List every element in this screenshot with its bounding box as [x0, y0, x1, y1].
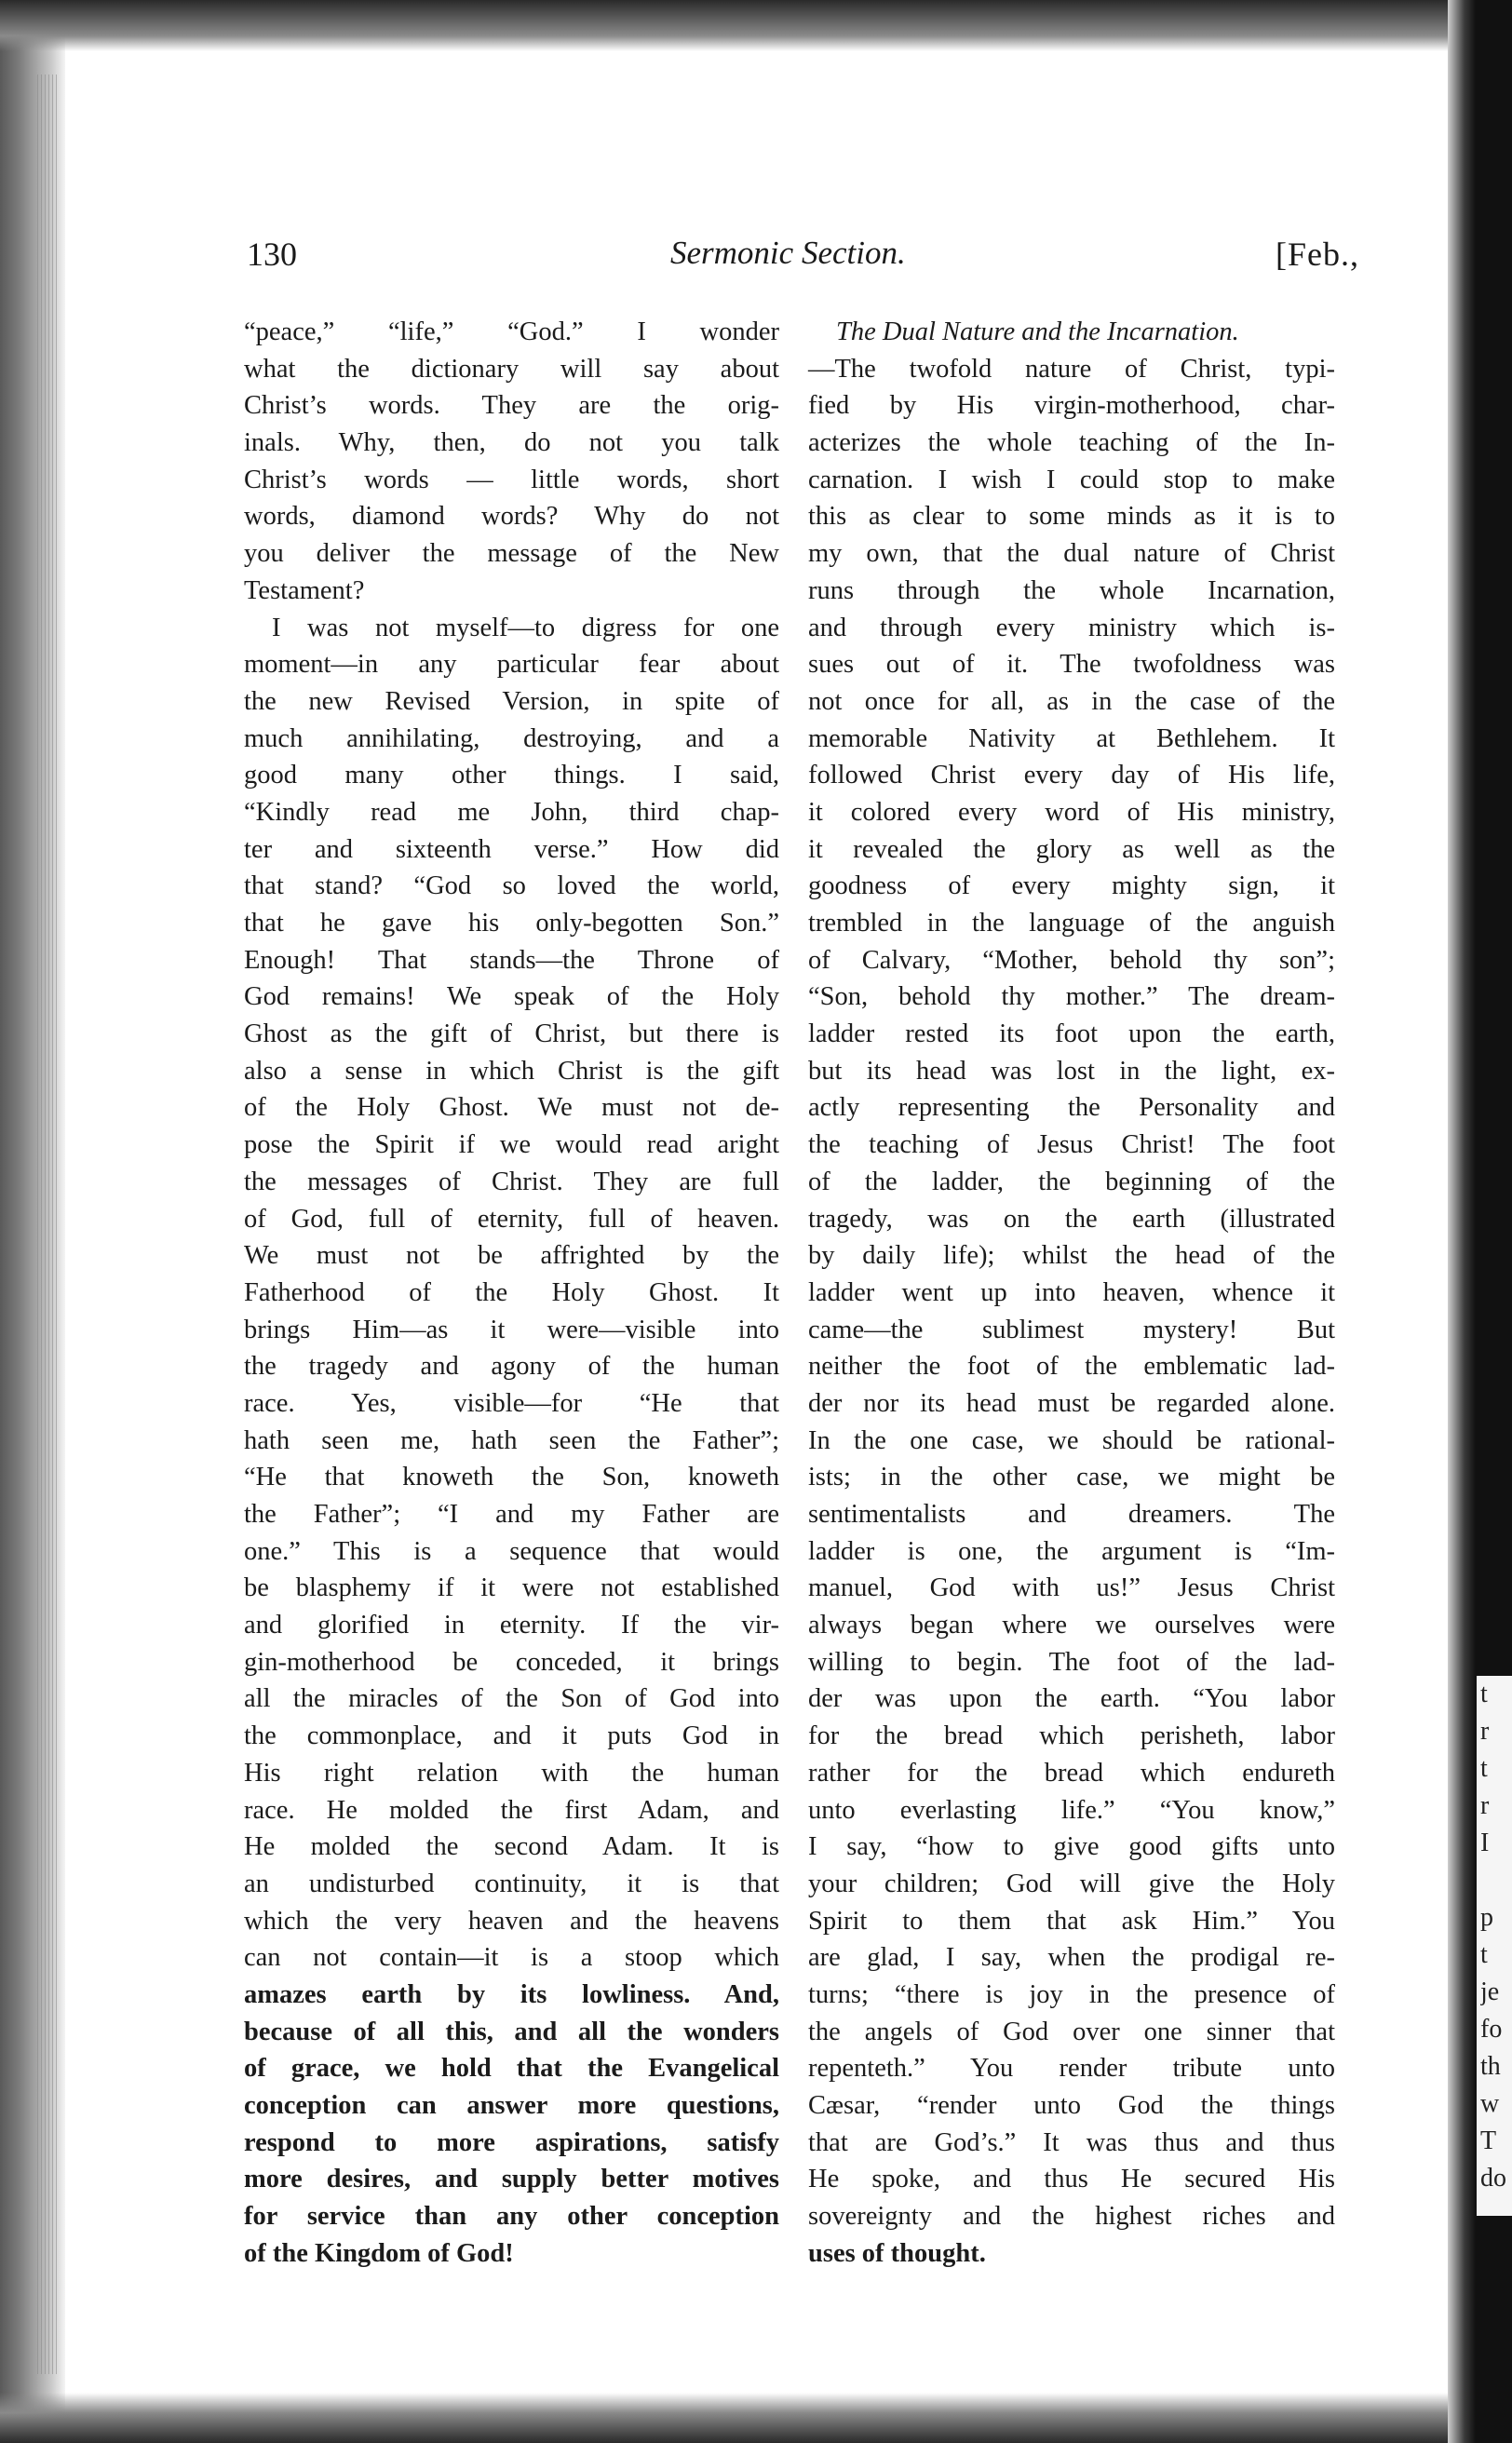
next-page-fragment: fo	[1480, 2015, 1503, 2044]
left-text-line: of the Kingdom of God!	[244, 2238, 514, 2268]
right-text-line: ists; in the other case, we might be	[808, 1463, 1335, 1492]
right-text-line: of Calvary, “Mother, behold thy son”;	[808, 945, 1335, 975]
right-text-line: der nor its head must be regarded alone.	[808, 1388, 1335, 1418]
right-text-line: of the ladder, the beginning of the	[808, 1167, 1335, 1196]
next-page-fragment: t	[1480, 1754, 1488, 1783]
right-text-line: acterizes the whole teaching of the In-	[808, 428, 1335, 458]
right-text-line: ladder rested its foot upon the earth,	[808, 1019, 1335, 1049]
right-text-line: trembled in the language of the anguish	[808, 909, 1335, 938]
left-text-line: “He that knoweth the Son, knoweth	[244, 1463, 779, 1492]
right-text-line: sovereignty and the highest riches and	[808, 2202, 1335, 2232]
right-text-line: but its head was lost in the light, ex-	[808, 1056, 1335, 1086]
left-text-line: He molded the second Adam. It is	[244, 1832, 779, 1862]
left-text-line: race. Yes, visible—for “He that	[244, 1388, 779, 1418]
right-text-line: turns; “there is joy in the presence of	[808, 1979, 1335, 2009]
right-text-line: it revealed the glory as well as the	[808, 834, 1335, 864]
left-text-line: conception can answer more questions,	[244, 2091, 779, 2120]
next-page-fragment: do	[1480, 2164, 1506, 2193]
right-text-line: that are God’s.” It was thus and thus	[808, 2127, 1335, 2157]
right-text-line: carnation. I wish I could stop to make	[808, 465, 1335, 494]
right-text-line: I say, “how to give good gifts unto	[808, 1832, 1335, 1862]
right-text-line: followed Christ every day of His life,	[808, 761, 1335, 790]
left-text-line: that he gave his only-begotten Son.”	[244, 909, 779, 938]
next-page-fragment: T	[1480, 2126, 1497, 2155]
right-text-line: Spirit to them that ask Him.” You	[808, 1906, 1335, 1936]
right-column	[808, 314, 1335, 2272]
next-page-fragment: t	[1480, 1680, 1488, 1708]
next-page-fragment	[1480, 1862, 1512, 1899]
left-text-line: you deliver the message of the New	[244, 539, 779, 569]
left-text-line: of God, full of eternity, full of heaven.	[244, 1204, 779, 1234]
right-text-line: the angels of God over one sinner that	[808, 2017, 1335, 2046]
left-text-line: that stand? “God so loved the world,	[244, 871, 779, 901]
left-text-line: the messages of Christ. They are full	[244, 1167, 779, 1196]
left-text-line: His right relation with the human	[244, 1758, 779, 1788]
month-label: [Feb.,	[1276, 236, 1359, 273]
right-text-line: —The twofold nature of Christ, typi-	[808, 354, 1335, 384]
right-text-line: “Son, behold thy mother.” The dream-	[808, 982, 1335, 1012]
left-text-line: gin-motherhood be conceded, it brings	[244, 1647, 779, 1677]
left-text-line: which the very heaven and the heavens	[244, 1906, 779, 1936]
left-text-line: because of all this, and all the wonders	[244, 2017, 779, 2046]
bottom-scan-shadow	[0, 2393, 1512, 2443]
left-text-line: moment—in any particular fear about	[244, 650, 779, 680]
next-page-fragment: I	[1480, 1829, 1490, 1857]
article-heading: The Dual Nature and the Incarnation.	[836, 317, 1239, 346]
right-text-line: rather for the bread which endureth	[808, 1758, 1335, 1788]
next-page-fragment: w	[1480, 2089, 1500, 2118]
left-text-line: race. He molded the first Adam, and	[244, 1795, 779, 1825]
right-text-line: tragedy, was on the earth (illustrated	[808, 1204, 1335, 1234]
right-text-line: the teaching of Jesus Christ! The foot	[808, 1130, 1335, 1160]
section-title: Sermonic Section.	[670, 235, 906, 271]
right-text-line: Cæsar, “render unto God the things	[808, 2091, 1335, 2120]
right-text-line: came—the sublimest mystery! But	[808, 1315, 1335, 1344]
right-text-line: runs through the whole Incarnation,	[808, 575, 1335, 605]
left-text-line: much annihilating, destroying, and a	[244, 723, 779, 753]
left-text-line: brings Him—as it were—visible into	[244, 1315, 779, 1344]
right-text-line: actly representing the Personality and	[808, 1093, 1335, 1123]
left-text-line: “Kindly read me John, third chap-	[244, 797, 779, 827]
left-text-line: I was not myself—to digress for one	[272, 613, 779, 642]
left-text-line: all the miracles of the Son of God into	[244, 1684, 779, 1714]
left-text-line: Testament?	[244, 575, 365, 605]
running-header	[247, 235, 1359, 290]
next-page-fragment: r	[1480, 1717, 1490, 1746]
left-text-line: more desires, and supply better motives	[244, 2165, 779, 2194]
left-text-line: good many other things. I said,	[244, 761, 779, 790]
right-text-line: by daily life); whilst the head of the	[808, 1241, 1335, 1271]
left-text-line: the Father”; “I and my Father are	[244, 1500, 779, 1529]
left-text-line: Enough! That stands—the Throne of	[244, 945, 779, 975]
left-text-line: “peace,” “life,” “God.” I wonder	[244, 317, 779, 346]
left-text-line: Ghost as the gift of Christ, but there is	[244, 1019, 779, 1049]
left-text-line: of the Holy Ghost. We must not de-	[244, 1093, 779, 1123]
right-text-line: this as clear to some minds as it is to	[808, 502, 1335, 532]
left-text-line: pose the Spirit if we would read aright	[244, 1130, 779, 1160]
left-text-line: words, diamond words? Why do not	[244, 502, 779, 532]
left-text-line: of grace, we hold that the Evangelical	[244, 2054, 779, 2084]
right-text-line: are glad, I say, when the prodigal re-	[808, 1943, 1335, 1973]
right-text-line: fied by His virgin-motherhood, char-	[808, 391, 1335, 421]
left-text-line: Christ’s words. They are the orig-	[244, 391, 779, 421]
right-text-line: repenteth.” You render tribute unto	[808, 2054, 1335, 2084]
left-text-line: what the dictionary will say about	[244, 354, 779, 384]
right-text-line: and through every ministry which is-	[808, 613, 1335, 642]
right-text-line: neither the foot of the emblematic lad-	[808, 1352, 1335, 1382]
left-text-line: hath seen me, hath seen the Father”;	[244, 1425, 779, 1455]
left-text-line: inals. Why, then, do not you talk	[244, 428, 779, 458]
left-text-line: ter and sixteenth verse.” How did	[244, 834, 779, 864]
next-page-fragment: th	[1480, 2052, 1501, 2081]
right-text-line: it colored every word of His ministry,	[808, 797, 1335, 827]
page-edge-lines	[37, 74, 58, 2374]
left-text-line: respond to more aspirations, satisfy	[244, 2127, 779, 2157]
left-text-line: We must not be affrighted by the	[244, 1241, 779, 1271]
left-text-line: one.” This is a sequence that would	[244, 1536, 779, 1566]
next-page-fragment: t	[1480, 1940, 1488, 1969]
right-text-line: willing to begin. The foot of the lad-	[808, 1647, 1335, 1677]
left-text-line: for service than any other conception	[244, 2202, 779, 2232]
right-text-line: memorable Nativity at Bethlehem. It	[808, 723, 1335, 753]
right-text-line: manuel, God with us!” Jesus Christ	[808, 1573, 1335, 1603]
right-text-line: sentimentalists and dreamers. The	[808, 1500, 1335, 1529]
left-text-line: also a sense in which Christ is the gift	[244, 1056, 779, 1086]
right-text-line: sues out of it. The twofoldness was	[808, 650, 1335, 680]
left-text-line: amazes earth by its lowliness. And,	[244, 1979, 779, 2009]
right-text-line: He spoke, and thus He secured His	[808, 2165, 1335, 2194]
right-text-line: for the bread which perisheth, labor	[808, 1721, 1335, 1751]
right-text-line: ladder is one, the argument is “Im-	[808, 1536, 1335, 1566]
next-page-fragments	[1480, 1676, 1512, 2197]
right-text-line: my own, that the dual nature of Christ	[808, 539, 1335, 569]
right-text-line: goodness of every mighty sign, it	[808, 871, 1335, 901]
left-text-line: Fatherhood of the Holy Ghost. It	[244, 1277, 779, 1307]
right-text-line: der was upon the earth. “You labor	[808, 1684, 1335, 1714]
page-number: 130	[247, 236, 297, 273]
right-text-line: not once for all, as in the case of the	[808, 686, 1335, 716]
left-text-line: the new Revised Version, in spite of	[244, 686, 779, 716]
left-text-line: and glorified in eternity. If the vir-	[244, 1611, 779, 1640]
left-text-line: God remains! We speak of the Holy	[244, 982, 779, 1012]
left-text-line: an undisturbed continuity, it is that	[244, 1869, 779, 1898]
next-page-fragment: p	[1480, 1903, 1493, 1932]
left-text-line: be blasphemy if it were not established	[244, 1573, 779, 1603]
right-text-line: unto everlasting life.” “You know,”	[808, 1795, 1335, 1825]
left-column	[244, 314, 779, 2272]
next-page-fragment: r	[1480, 1791, 1490, 1820]
right-text-line: uses of thought.	[808, 2238, 986, 2268]
left-text-line: can not contain—it is a stoop which	[244, 1943, 779, 1973]
right-text-line: your children; God will give the Holy	[808, 1869, 1335, 1898]
right-text-line: always began where we ourselves were	[808, 1611, 1335, 1640]
left-text-line: Christ’s words — little words, short	[244, 465, 779, 494]
top-scan-shadow	[0, 0, 1512, 51]
next-page-fragment: je	[1480, 1977, 1500, 2006]
left-text-line: the commonplace, and it puts God in	[244, 1721, 779, 1751]
right-text-line: ladder went up into heaven, whence it	[808, 1277, 1335, 1307]
left-text-line: the tragedy and agony of the human	[244, 1352, 779, 1382]
right-text-line: In the one case, we should be rational-	[808, 1425, 1335, 1455]
